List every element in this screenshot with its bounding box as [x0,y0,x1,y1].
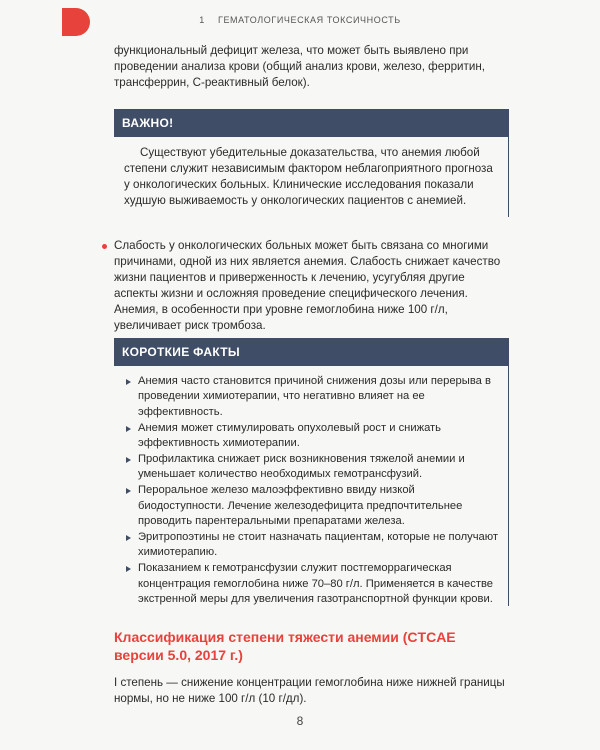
fact-item [124,561,498,607]
short-facts-list [124,374,498,608]
fact-text: Показанием к гемотрансфузии служит постгеморрагическая концентрация гемоглобина ниже 70–80 г/л. Применяется в качестве экстренной меры для увеличения газотранспортной функции крови. [138,562,493,606]
bullet-dot-icon [102,244,107,249]
fact-text: Профилактика снижает риск возникновения тяжелой анемии и уменьшает количество необходимых гемотрансфузий. [138,453,465,481]
triangle-bullet-icon [126,488,131,494]
triangle-bullet-icon [126,379,131,385]
fact-item [124,374,498,420]
triangle-bullet-icon [126,535,131,541]
important-heading: ВАЖНО! [114,109,508,137]
short-facts-heading: КОРОТКИЕ ФАКТЫ [114,338,508,366]
fact-text: Анемия может стимулировать опухолевый рост и снижать эффективность химиотерапии. [138,421,442,450]
important-box [114,109,509,217]
short-facts-box [114,338,509,606]
fact-item [124,421,498,452]
fact-text: Анемия часто становится причиной снижения дозы или перерыва в проведении химиотерапии, что негативно влияет на ее эффективность. [138,375,491,418]
intro-paragraph: функциональный дефицит железа, что может быть выявлено при проведении анализа крови (общий анализ крови, железо, ферритин, трансферрин, С-реактивный белок). [114,44,485,89]
important-text: Существуют убедительные доказательства, что анемия любой степени служит независимым фактором неблагоприятного прогноза у онкологических больных. Клинические исследования показали худшую выживаемость у онкологических пациентов с анемией. [124,146,493,207]
triangle-bullet-icon [126,426,131,432]
chapter-title: ГЕМАТОЛОГИЧЕСКАЯ ТОКСИЧНОСТЬ [217,15,401,25]
section-title: Классификация степени тяжести анемии (CTCAE версии 5.0, 2017 г.) [114,629,456,663]
triangle-bullet-icon [126,457,131,463]
fact-item [124,452,498,483]
bullet-text: Слабость у онкологических больных может быть связана со многими причинами, одной из них является анемия. Слабость снижает качество жизни пациентов и приверженность к лечению, усугубляя другие аспекты жизни и осложняя проведение специфического лечения. Анемия, в особенности при уровне гемоглобина ниже 100 г/л, увеличивает риск тромбоза. [114,239,501,332]
chapter-number: 1 [199,15,205,25]
bullet-paragraph [114,238,506,334]
fact-text: Эритропоэтины не стоит назначать пациентам, которые не получают химиотерапию. [138,531,499,559]
fact-item [124,483,498,529]
fact-item [124,530,498,561]
fact-text: Пероральное железо малоэффективно ввиду низкой биодоступности. Лечение железодефицита предпочтительнее проводить парентеральными препаратами железа. [138,484,463,528]
grade-1-paragraph: I степень — снижение концентрации гемоглобина ниже нижней границы нормы, но не ниже 100 г/л (10 г/дл). [114,676,505,705]
triangle-bullet-icon [126,566,131,572]
running-header [0,15,600,25]
page-number: 8 [296,714,304,728]
